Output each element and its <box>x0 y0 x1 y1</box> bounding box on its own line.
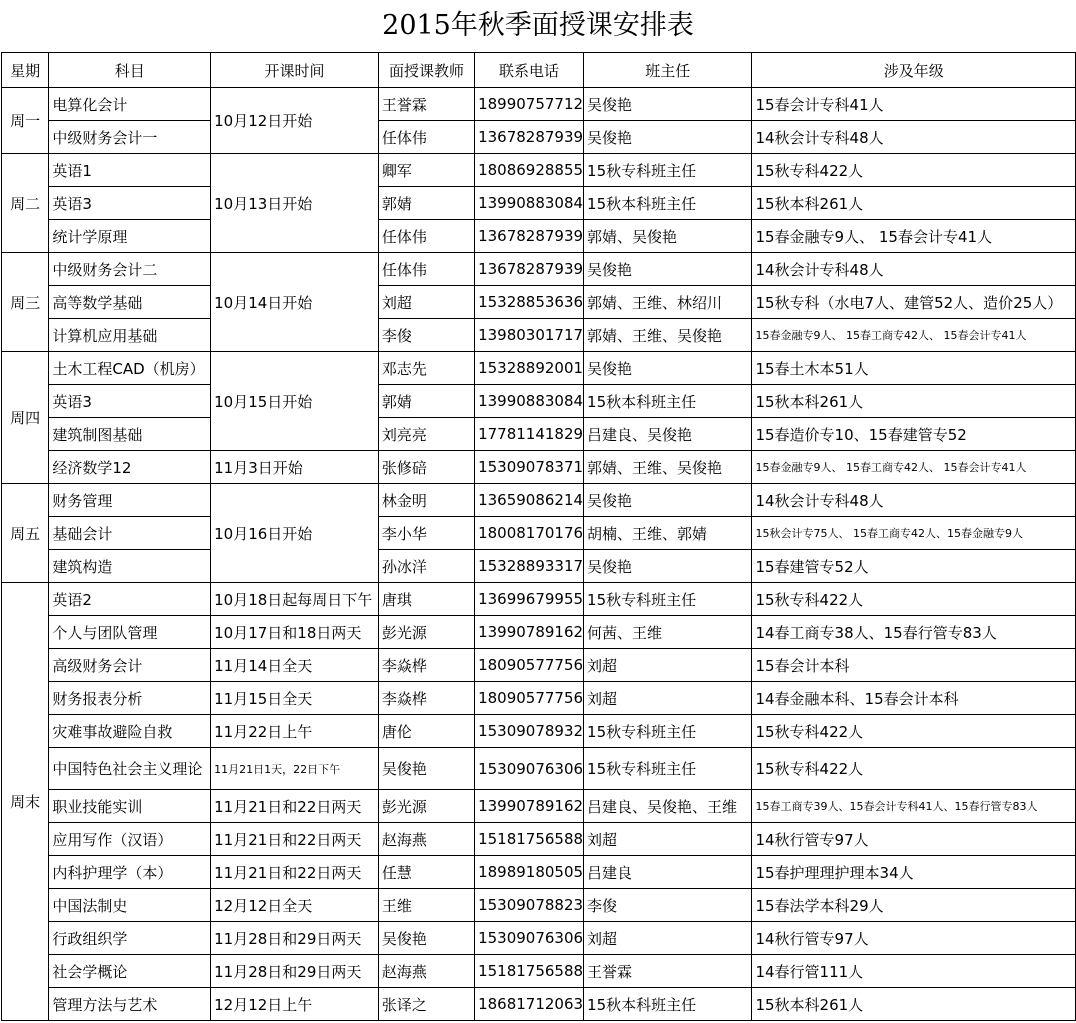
grade-cell: 14秋行管专97人 <box>752 922 1076 955</box>
subject-cell: 灾难事故避险自救 <box>49 715 211 748</box>
time-cell: 10月14日开始 <box>211 253 379 352</box>
phone-cell: 18989180505 <box>475 856 584 889</box>
table-row <box>2 922 1076 955</box>
time-cell: 11月28日和29日两天 <box>211 955 379 988</box>
subject-cell: 社会学概论 <box>49 955 211 988</box>
table-row <box>2 352 1076 385</box>
table-row <box>2 253 1076 286</box>
table-row <box>2 988 1076 1021</box>
head-teacher-cell: 15秋本科班主任 <box>584 187 752 220</box>
time-cell: 11月28日和29日两天 <box>211 922 379 955</box>
grade-cell: 15秋专科422人 <box>752 748 1076 790</box>
teacher-cell: 任体伟 <box>378 121 474 154</box>
grade-cell: 14春金融本科、15春会计本科 <box>752 682 1076 715</box>
table-row <box>2 790 1076 823</box>
head-teacher-cell: 15秋专科班主任 <box>584 715 752 748</box>
subject-cell: 管理方法与艺术 <box>49 988 211 1021</box>
teacher-cell: 李焱桦 <box>378 649 474 682</box>
head-teacher-cell: 吕建良 <box>584 856 752 889</box>
phone-cell: 15309076306 <box>475 922 584 955</box>
grade-cell: 15秋本科261人 <box>752 187 1076 220</box>
head-teacher-cell: 胡楠、王维、郭婧 <box>584 517 752 550</box>
teacher-cell: 唐琪 <box>378 583 474 616</box>
table-row <box>2 418 1076 451</box>
teacher-cell: 吴俊艳 <box>378 922 474 955</box>
teacher-cell: 李俊 <box>378 319 474 352</box>
head-teacher-cell: 吴俊艳 <box>584 352 752 385</box>
teacher-cell: 彭光源 <box>378 790 474 823</box>
subject-cell: 建筑制图基础 <box>49 418 211 451</box>
teacher-cell: 赵海燕 <box>378 955 474 988</box>
subject-cell: 英语3 <box>49 385 211 418</box>
time-cell: 10月16日开始 <box>211 484 379 583</box>
subject-cell: 行政组织学 <box>49 922 211 955</box>
phone-cell: 15309078371 <box>475 451 584 484</box>
grade-cell: 15秋会计专75人、 15春工商专42人、15春金融专9人 <box>752 517 1076 550</box>
subject-cell: 统计学原理 <box>49 220 211 253</box>
head-teacher-cell: 吴俊艳 <box>584 550 752 583</box>
phone-cell: 13678287939 <box>475 220 584 253</box>
subject-cell: 中级财务会计一 <box>49 121 211 154</box>
head-teacher-cell: 15秋本科班主任 <box>584 988 752 1021</box>
head-teacher-cell: 刘超 <box>584 823 752 856</box>
teacher-cell: 刘亮亮 <box>378 418 474 451</box>
teacher-cell: 唐伦 <box>378 715 474 748</box>
teacher-cell: 卿军 <box>378 154 474 187</box>
phone-cell: 15309078932 <box>475 715 584 748</box>
header-row <box>2 53 1076 88</box>
time-cell: 11月21日和22日两天 <box>211 823 379 856</box>
grade-cell: 15春金融专9人、 15春会计专41人 <box>752 220 1076 253</box>
phone-cell: 18090577756 <box>475 682 584 715</box>
head-teacher-cell: 15秋专科班主任 <box>584 154 752 187</box>
subject-cell: 英语3 <box>49 187 211 220</box>
grade-cell: 15春金融专9人、 15春工商专42人、 15春会计专41人 <box>752 319 1076 352</box>
teacher-cell: 任慧 <box>378 856 474 889</box>
subject-cell: 财务报表分析 <box>49 682 211 715</box>
phone-cell: 15309078823 <box>475 889 584 922</box>
table-row <box>2 451 1076 484</box>
subject-cell: 中国法制史 <box>49 889 211 922</box>
grade-cell: 14秋会计专科48人 <box>752 253 1076 286</box>
grade-cell: 15春工商专39人、15春会计专科41人、15春行管专83人 <box>752 790 1076 823</box>
table-row <box>2 319 1076 352</box>
teacher-cell: 吴俊艳 <box>378 748 474 790</box>
time-cell: 10月12日开始 <box>211 88 379 154</box>
head-teacher-cell: 刘超 <box>584 682 752 715</box>
day-cell: 周四 <box>2 352 49 484</box>
subject-cell: 土木工程CAD（机房） <box>49 352 211 385</box>
time-cell: 10月15日开始 <box>211 352 379 451</box>
table-row <box>2 715 1076 748</box>
time-cell: 11月21日和22日两天 <box>211 856 379 889</box>
day-cell: 周三 <box>2 253 49 352</box>
time-cell: 10月18日起每周日下午 <box>211 583 379 616</box>
table-row <box>2 856 1076 889</box>
header-cell-teacher: 面授课教师 <box>378 53 474 88</box>
table-row <box>2 649 1076 682</box>
subject-cell: 英语1 <box>49 154 211 187</box>
phone-cell: 13990789162 <box>475 616 584 649</box>
time-cell: 10月17日和18日两天 <box>211 616 379 649</box>
time-cell: 11月15日全天 <box>211 682 379 715</box>
teacher-cell: 李小华 <box>378 517 474 550</box>
header-cell-time: 开课时间 <box>211 53 379 88</box>
table-row <box>2 121 1076 154</box>
phone-cell: 15328893317 <box>475 550 584 583</box>
day-cell: 周二 <box>2 154 49 253</box>
teacher-cell: 李焱桦 <box>378 682 474 715</box>
grade-cell: 15秋专科422人 <box>752 583 1076 616</box>
day-cell: 周五 <box>2 484 49 583</box>
phone-cell: 15328892001 <box>475 352 584 385</box>
phone-cell: 13659086214 <box>475 484 584 517</box>
phone-cell: 15309076306 <box>475 748 584 790</box>
teacher-cell: 郭婧 <box>378 385 474 418</box>
teacher-cell: 王誉霖 <box>378 88 474 121</box>
phone-cell: 18008170176 <box>475 517 584 550</box>
head-teacher-cell: 15秋专科班主任 <box>584 583 752 616</box>
subject-cell: 财务管理 <box>49 484 211 517</box>
header-cell-head-teacher: 班主任 <box>584 53 752 88</box>
table-row <box>2 484 1076 517</box>
head-teacher-cell: 郭婧、王维、林绍川 <box>584 286 752 319</box>
head-teacher-cell: 刘超 <box>584 649 752 682</box>
header-cell-grade: 涉及年级 <box>752 53 1076 88</box>
time-cell: 11月22日上午 <box>211 715 379 748</box>
teacher-cell: 刘超 <box>378 286 474 319</box>
phone-cell: 13990883084 <box>475 385 584 418</box>
subject-cell: 应用写作（汉语） <box>49 823 211 856</box>
header-cell-day: 星期 <box>2 53 49 88</box>
table-row <box>2 154 1076 187</box>
subject-cell: 个人与团队管理 <box>49 616 211 649</box>
phone-cell: 15181756588 <box>475 823 584 856</box>
grade-cell: 14春工商专38人、15春行管专83人 <box>752 616 1076 649</box>
head-teacher-cell: 吕建良、吴俊艳 <box>584 418 752 451</box>
grade-cell: 15春金融专9人、 15春工商专42人、 15春会计专41人 <box>752 451 1076 484</box>
grade-cell: 15秋本科261人 <box>752 385 1076 418</box>
table-row <box>2 682 1076 715</box>
phone-cell: 13980301717 <box>475 319 584 352</box>
teacher-cell: 孙冰洋 <box>378 550 474 583</box>
grade-cell: 14秋会计专科48人 <box>752 484 1076 517</box>
head-teacher-cell: 刘超 <box>584 922 752 955</box>
head-teacher-cell: 吴俊艳 <box>584 88 752 121</box>
head-teacher-cell: 王誉霖 <box>584 955 752 988</box>
time-cell: 11月21日和22日两天 <box>211 790 379 823</box>
subject-cell: 计算机应用基础 <box>49 319 211 352</box>
head-teacher-cell: 吴俊艳 <box>584 121 752 154</box>
phone-cell: 13990883084 <box>475 187 584 220</box>
phone-cell: 17781141829 <box>475 418 584 451</box>
subject-cell: 职业技能实训 <box>49 790 211 823</box>
phone-cell: 13699679955 <box>475 583 584 616</box>
phone-cell: 13678287939 <box>475 121 584 154</box>
table-row <box>2 823 1076 856</box>
time-cell: 10月13日开始 <box>211 154 379 253</box>
subject-cell: 中级财务会计二 <box>49 253 211 286</box>
subject-cell: 经济数学12 <box>49 451 211 484</box>
head-teacher-cell: 吕建良、吴俊艳、王维 <box>584 790 752 823</box>
teacher-cell: 任体伟 <box>378 253 474 286</box>
grade-cell: 15秋专科422人 <box>752 154 1076 187</box>
header-cell-phone: 联系电话 <box>475 53 584 88</box>
table-row <box>2 286 1076 319</box>
subject-cell: 基础会计 <box>49 517 211 550</box>
phone-cell: 15328853636 <box>475 286 584 319</box>
subject-cell: 英语2 <box>49 583 211 616</box>
teacher-cell: 彭光源 <box>378 616 474 649</box>
phone-cell: 18086928855 <box>475 154 584 187</box>
grade-cell: 15春造价专10、15春建管专52 <box>752 418 1076 451</box>
time-cell: 12月12日全天 <box>211 889 379 922</box>
subject-cell: 电算化会计 <box>49 88 211 121</box>
subject-cell: 中国特色社会主义理论 <box>49 748 211 790</box>
grade-cell: 15秋专科（水电7人、建管52人、造价25人） <box>752 286 1076 319</box>
phone-cell: 15181756588 <box>475 955 584 988</box>
head-teacher-cell: 15秋本科班主任 <box>584 385 752 418</box>
grade-cell: 15春土木本51人 <box>752 352 1076 385</box>
grade-cell: 15春会计专科41人 <box>752 88 1076 121</box>
head-teacher-cell: 吴俊艳 <box>584 484 752 517</box>
grade-cell: 15秋本科261人 <box>752 988 1076 1021</box>
page-title: 2015年秋季面授课安排表 <box>382 10 694 41</box>
phone-cell: 13990789162 <box>475 790 584 823</box>
teacher-cell: 郭婧 <box>378 187 474 220</box>
subject-cell: 高等数学基础 <box>49 286 211 319</box>
table-row <box>2 616 1076 649</box>
time-cell: 11月3日开始 <box>211 451 379 484</box>
grade-cell: 14春行管111人 <box>752 955 1076 988</box>
teacher-cell: 邓志先 <box>378 352 474 385</box>
teacher-cell: 张修碚 <box>378 451 474 484</box>
teacher-cell: 赵海燕 <box>378 823 474 856</box>
head-teacher-cell: 郭婧、王维、吴俊艳 <box>584 451 752 484</box>
table-row <box>2 517 1076 550</box>
head-teacher-cell: 何茜、王维 <box>584 616 752 649</box>
phone-cell: 13678287939 <box>475 253 584 286</box>
table-row <box>2 187 1076 220</box>
subject-cell: 建筑构造 <box>49 550 211 583</box>
grade-cell: 14秋行管专97人 <box>752 823 1076 856</box>
grade-cell: 14秋会计专科48人 <box>752 121 1076 154</box>
day-cell: 周一 <box>2 88 49 154</box>
time-cell: 11月14日全天 <box>211 649 379 682</box>
table-row <box>2 748 1076 790</box>
table-row <box>2 220 1076 253</box>
grade-cell: 15秋专科422人 <box>752 715 1076 748</box>
teacher-cell: 张译之 <box>378 988 474 1021</box>
subject-cell: 高级财务会计 <box>49 649 211 682</box>
phone-cell: 18090577756 <box>475 649 584 682</box>
phone-cell: 18990757712 <box>475 88 584 121</box>
table-row <box>2 88 1076 121</box>
teacher-cell: 王维 <box>378 889 474 922</box>
table-row <box>2 889 1076 922</box>
head-teacher-cell: 15秋专科班主任 <box>584 748 752 790</box>
table-row <box>2 955 1076 988</box>
time-cell: 11月21日1天，22日下午 <box>211 748 379 790</box>
time-cell: 12月12日上午 <box>211 988 379 1021</box>
table-row <box>2 583 1076 616</box>
head-teacher-cell: 郭婧、吴俊艳 <box>584 220 752 253</box>
teacher-cell: 任体伟 <box>378 220 474 253</box>
head-teacher-cell: 李俊 <box>584 889 752 922</box>
table-row <box>2 385 1076 418</box>
phone-cell: 18681712063 <box>475 988 584 1021</box>
table-row <box>2 550 1076 583</box>
grade-cell: 15春法学本科29人 <box>752 889 1076 922</box>
teacher-cell: 林金明 <box>378 484 474 517</box>
grade-cell: 15春护理理护理本34人 <box>752 856 1076 889</box>
grade-cell: 15春建管专52人 <box>752 550 1076 583</box>
head-teacher-cell: 吴俊艳 <box>584 253 752 286</box>
head-teacher-cell: 郭婧、王维、吴俊艳 <box>584 319 752 352</box>
subject-cell: 内科护理学（本） <box>49 856 211 889</box>
grade-cell: 15春会计本科 <box>752 649 1076 682</box>
day-cell: 周末 <box>2 583 49 1021</box>
header-cell-subject: 科目 <box>49 53 211 88</box>
schedule-table <box>1 52 1076 1021</box>
